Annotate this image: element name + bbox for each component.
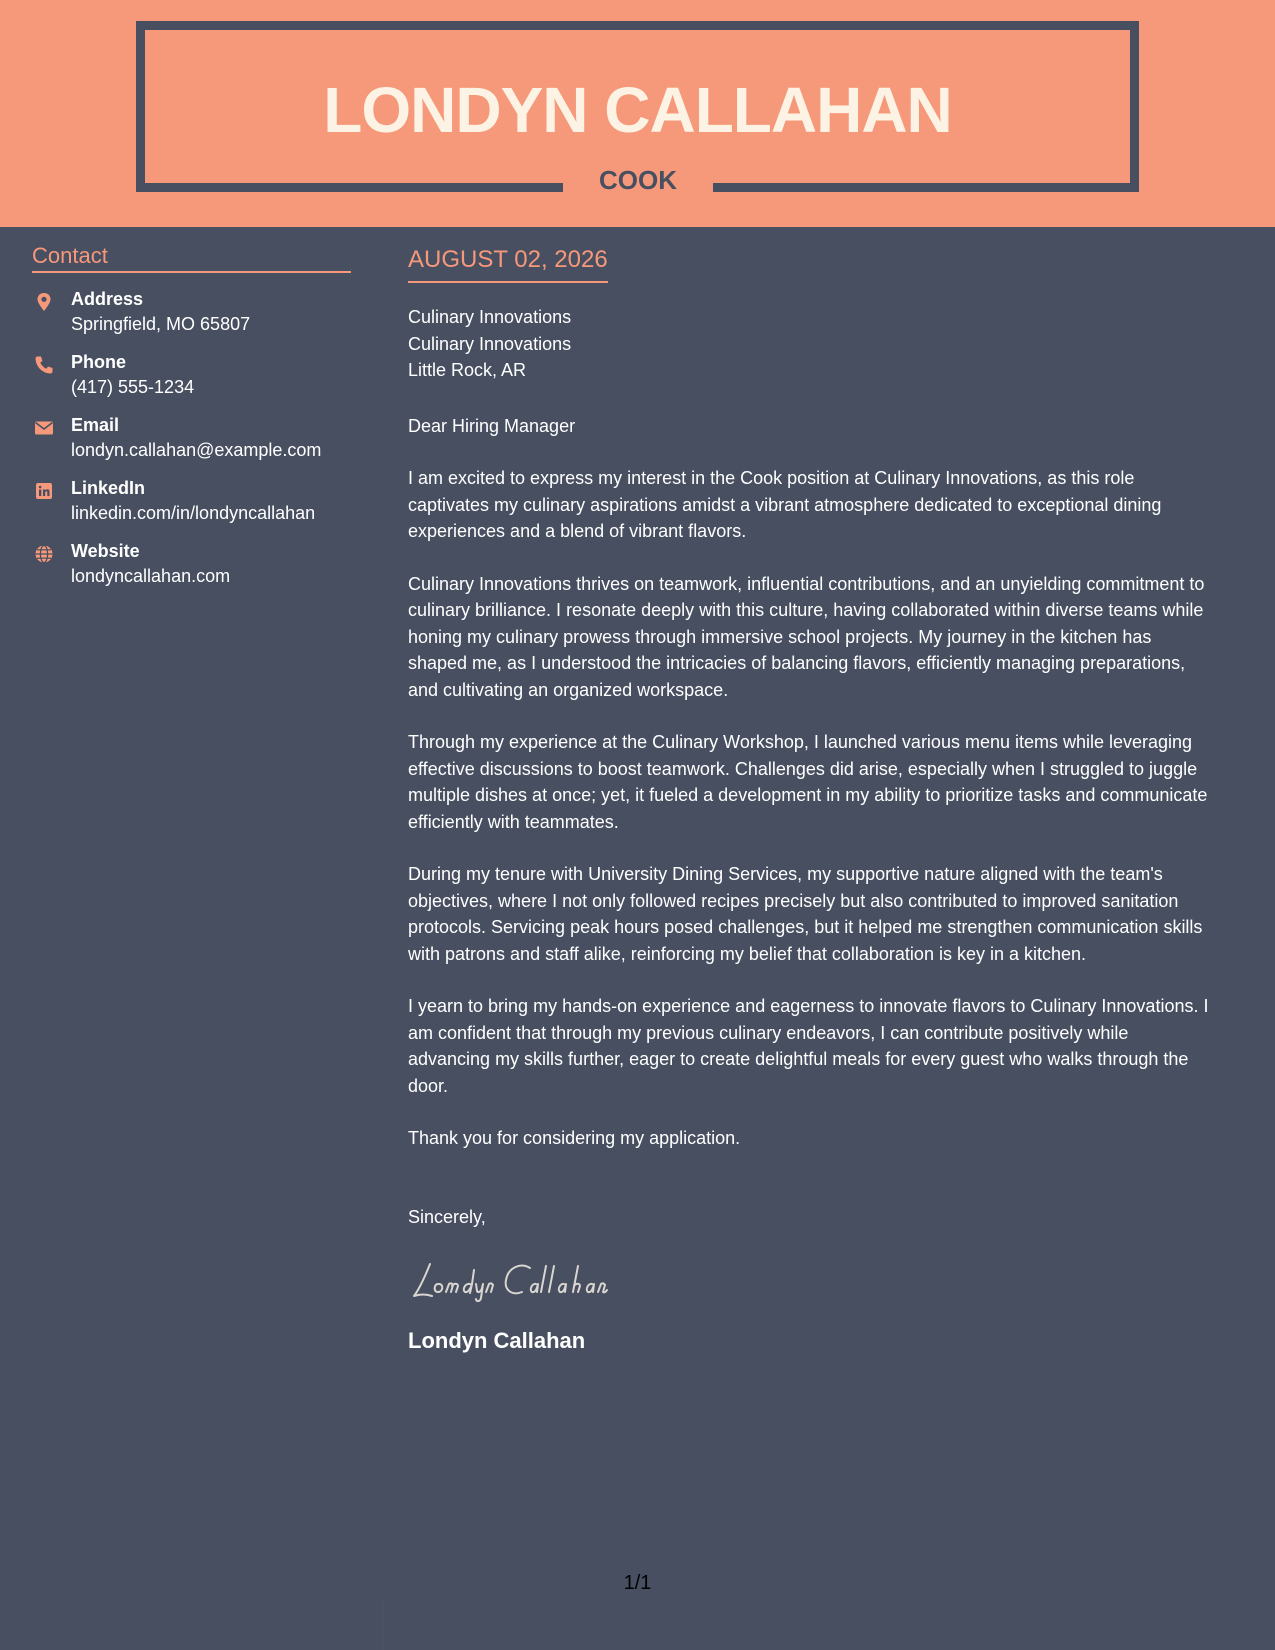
linkedin-icon: [34, 481, 54, 501]
phone-label: Phone: [71, 352, 127, 372]
recipient-line: Culinary Innovations: [408, 333, 572, 354]
email-value: londyn.callahan@example.com: [71, 440, 322, 460]
phone-icon: [34, 355, 54, 375]
closing-line: Sincerely,: [408, 1206, 486, 1227]
phone-value: (417) 555-1234: [71, 377, 195, 397]
paragraph-line: honing my culinary prowess through immersive school projects. My journey in the kitchen has: [408, 626, 1152, 647]
address-value: Springfield, MO 65807: [71, 314, 251, 334]
linkedin-label: LinkedIn: [71, 478, 146, 498]
linkedin-value[interactable]: linkedin.com/in/londyncallahan: [71, 503, 316, 523]
address-label: Address: [71, 289, 144, 309]
paragraph-line: and cultivating an organized workspace.: [408, 679, 729, 700]
applicant-name: LONDYN CALLAHAN: [323, 74, 952, 146]
contact-sidebar: [32, 243, 351, 586]
letter-body: [408, 246, 1248, 1354]
body-paragraph: [408, 729, 1248, 835]
paragraph-line: I am excited to express my interest in the Cook position at Culinary Innovations, as this role: [408, 468, 1135, 488]
paragraph-line: Through my experience at the Culinary Workshop, I launched various menu items while leveraging: [408, 732, 1193, 752]
paragraph-line: with patrons and staff alike, reinforcing my belief that collaboration is key in a kitchen.: [408, 943, 1087, 964]
body-paragraph: [408, 993, 1248, 1099]
globe-icon: [34, 544, 54, 564]
email-label: Email: [71, 415, 120, 435]
paragraph-line: experiences and a blend of vibrant flavors.: [408, 521, 747, 541]
paragraph-line: efficiently with teammates.: [408, 811, 619, 832]
page-number: 1/1: [623, 1572, 652, 1594]
thanks-line: Thank you for considering my application.: [408, 1128, 741, 1148]
paragraph-line: multiple dishes at once; yet, it fueled a development in my ability to prioritize tasks and communicate: [408, 785, 1208, 805]
body-paragraph: [408, 571, 1248, 704]
column-divider: [382, 1600, 383, 1650]
envelope-icon: [34, 418, 54, 438]
body-paragraph: [408, 465, 1248, 545]
signature-image: [408, 1250, 668, 1310]
greeting: Dear Hiring Manager: [408, 415, 576, 436]
letter-date: AUGUST 02, 2026: [408, 246, 608, 283]
paragraph-line: advancing my skills further, eager to create delightful meals for every guest who walks through the: [408, 1049, 1189, 1069]
paragraph-line: culinary brilliance. I resonate deeply with this culture, having collaborated within diverse teams while: [408, 600, 1204, 620]
website-label: Website: [71, 541, 140, 561]
paragraph-line: effective discussions to boost teamwork. Challenges did arise, especially when I struggled to juggle: [408, 758, 1198, 779]
body-paragraph: [408, 861, 1248, 967]
paragraph-line: door.: [408, 1075, 449, 1096]
header-banner: [0, 0, 1275, 227]
paragraph-line: Culinary Innovations thrives on teamwork, influential contributions, and an unyielding commitment to: [408, 573, 1205, 594]
location-pin-icon: [34, 292, 54, 312]
handwritten-signature: [408, 1250, 1248, 1310]
contact-heading: Contact: [32, 243, 351, 273]
recipient-line: Little Rock, AR: [408, 360, 527, 380]
website-value[interactable]: londyncallahan.com: [71, 566, 231, 586]
recipient-line: Culinary Innovations: [408, 307, 572, 327]
paragraph-line: captivates my culinary aspirations amidst a vibrant atmosphere dedicated to exceptional dining: [408, 494, 1162, 515]
paragraph-line: objectives, where I not only followed recipes precisely but also contributed to improved sanitation: [408, 890, 1179, 911]
paragraph-line: I yearn to bring my hands-on experience and eagerness to innovate flavors to Culinary Innovations. I: [408, 996, 1209, 1016]
signer-name: Londyn Callahan: [408, 1328, 586, 1353]
paragraph-line: During my tenure with University Dining Services, my supportive nature aligned with the team's: [408, 864, 1163, 884]
job-title: COOK: [599, 165, 677, 195]
recipient-block: [408, 304, 1248, 384]
paragraph-line: am confident that through my previous culinary endeavors, I can contribute positively while: [408, 1022, 1129, 1043]
paragraph-line: protocols. Servicing peak hours posed challenges, but it helped me strengthen communication skills: [408, 917, 1203, 937]
paragraph-line: shaped me, as I understood the intricacies of balancing flavors, efficiently managing preparations,: [408, 653, 1186, 673]
